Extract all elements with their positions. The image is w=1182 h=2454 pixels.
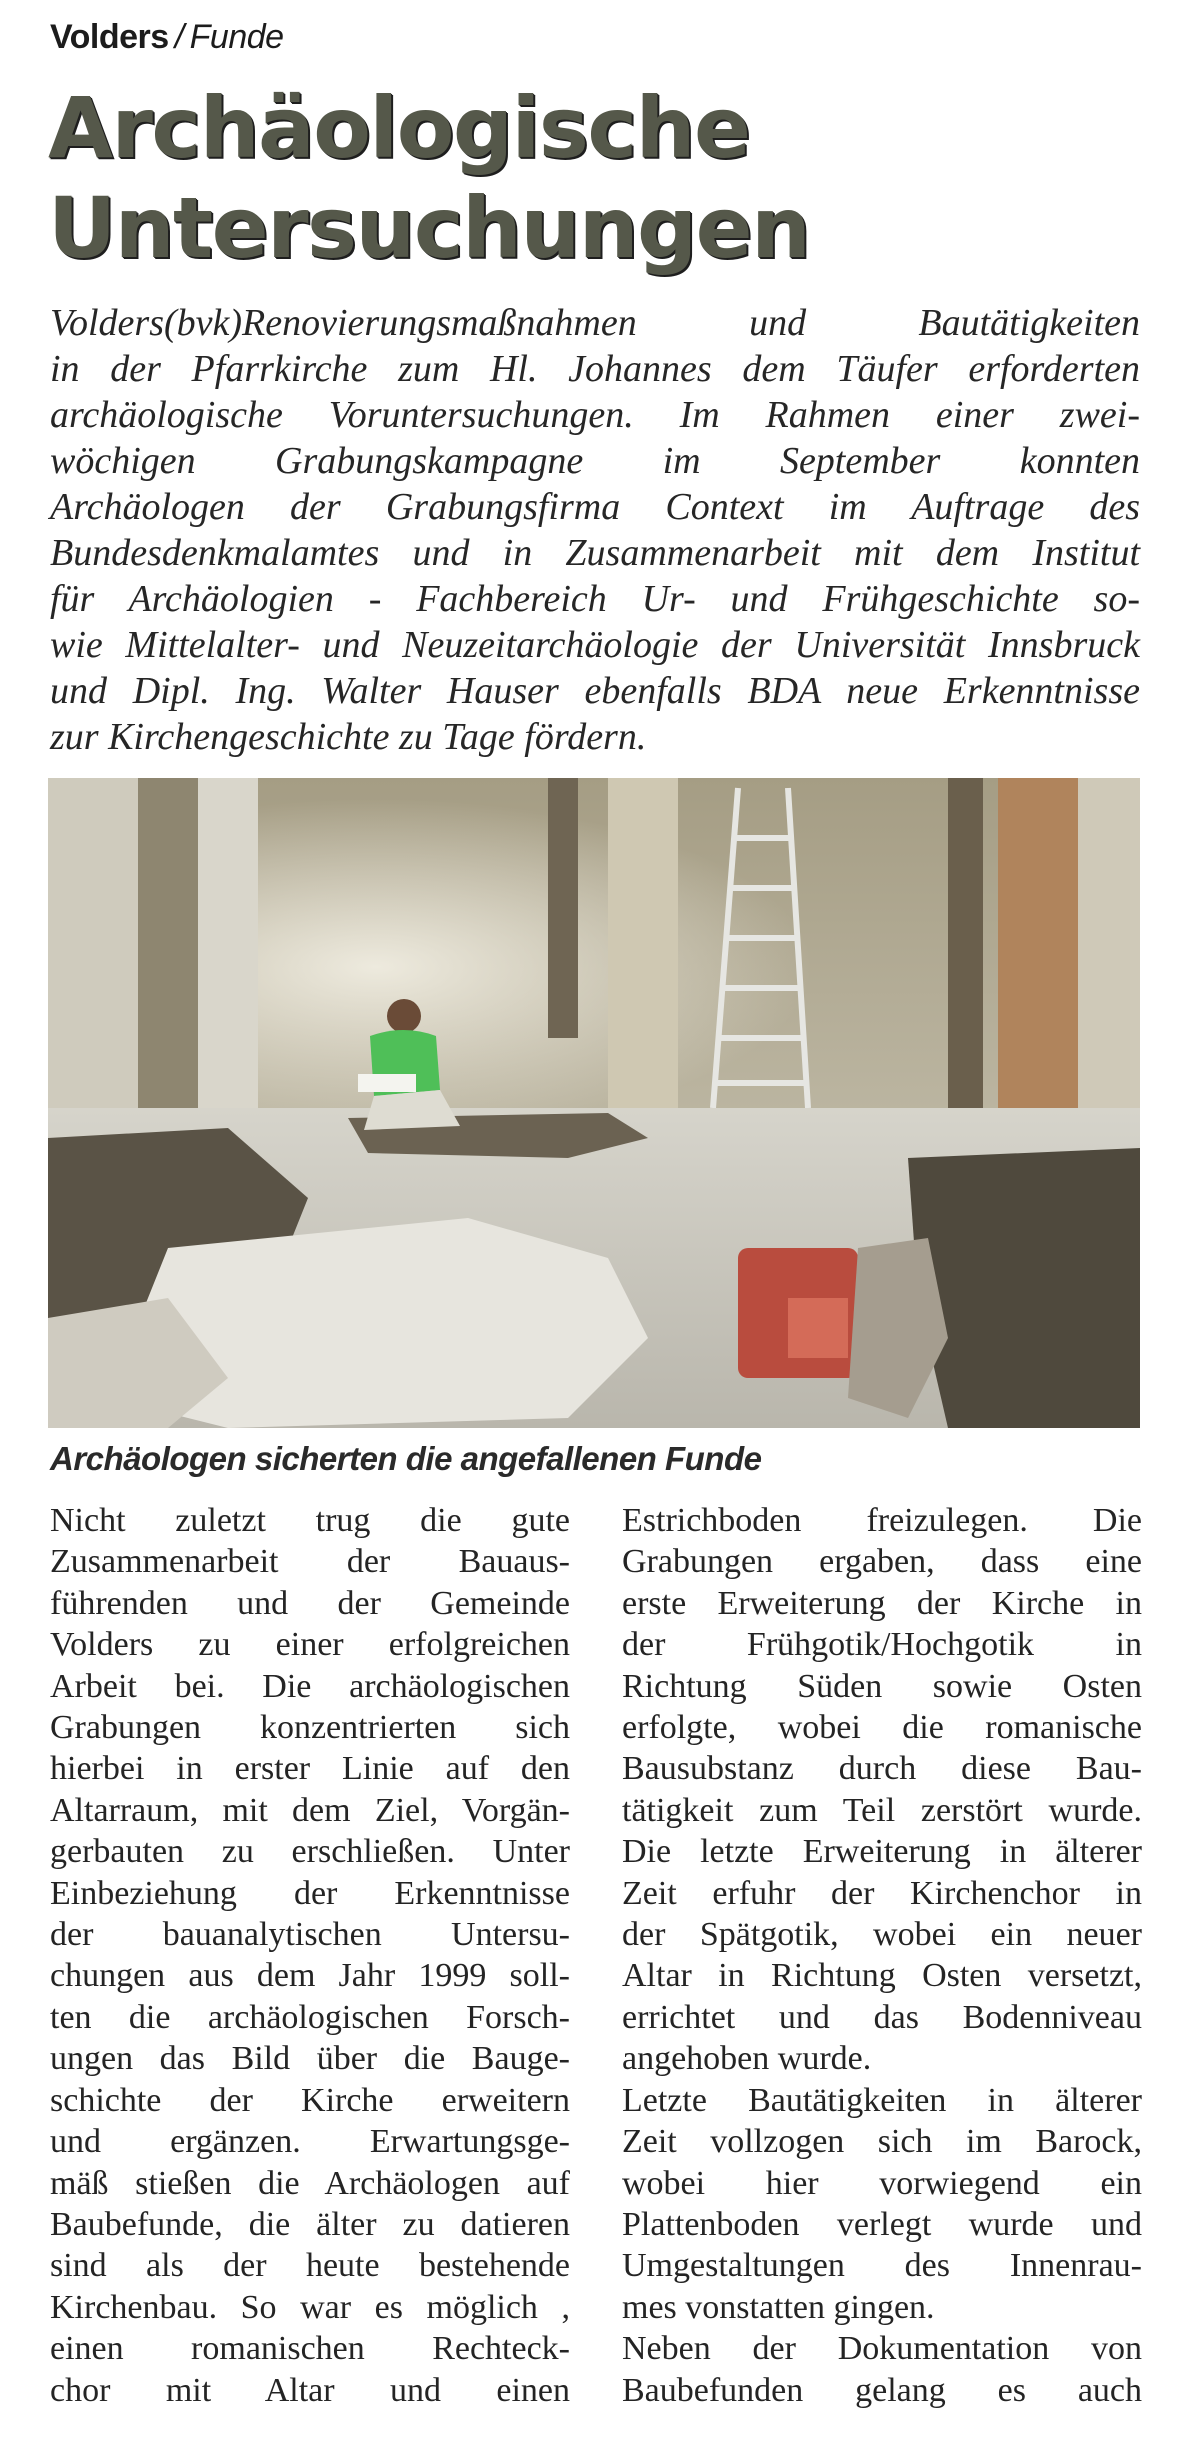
- body-line: tätigkeit zum Teil zerstört wurde.: [622, 1791, 1142, 1829]
- lead-line: archäologische Voruntersuchungen. Im Rahmen einer zwei-: [50, 394, 1140, 436]
- excavation-trench: [908, 1148, 1140, 1428]
- body-line: Neben der Dokumentation von: [622, 2330, 1142, 2368]
- body-line: Grabungen konzentrierten sich: [50, 1709, 570, 1747]
- body-line: hierbei in erster Linie auf den: [50, 1750, 570, 1788]
- photo-caption: Archäologen sicherten die angefallenen Funde: [50, 1440, 762, 1477]
- body-line: mäß stießen die Archäologen auf: [50, 2164, 570, 2202]
- body-line: Baubefunde, die älter zu datieren: [50, 2205, 570, 2243]
- body-line: Zeit vollzogen sich im Barock,: [622, 2123, 1142, 2161]
- body-line: Richtung Süden sowie Osten: [622, 1667, 1142, 1705]
- body-line: Zusammenarbeit der Bauaus-: [50, 1543, 570, 1581]
- body-line: und ergänzen. Erwartungsge-: [50, 2123, 570, 2161]
- brick-masonry: [788, 1298, 848, 1358]
- body-line: Altar in Richtung Osten versetzt,: [622, 1957, 1142, 1995]
- pillar: [198, 778, 258, 1138]
- pillar: [548, 778, 578, 1038]
- body-line: der bauanalytischen Untersu-: [50, 1916, 570, 1954]
- body-line: Zeit erfuhr der Kirchenchor in: [622, 1874, 1142, 1912]
- body-line: Einbeziehung der Erkenntnisse: [50, 1874, 570, 1912]
- body-line: erfolgte, wobei die romanische: [622, 1709, 1142, 1747]
- body-line: wobei hier vorwiegend ein: [622, 2164, 1142, 2202]
- body-line: Plattenboden verlegt wurde und: [622, 2205, 1142, 2243]
- body-line: ten die archäologischen Forsch-: [50, 1998, 570, 2036]
- body-line: errichtet und das Bodenniveau: [622, 1998, 1142, 2036]
- lead-line: Bundesdenkmalamtes und in Zusammenarbeit mit dem Institut: [50, 532, 1140, 574]
- body-line: chungen aus dem Jahr 1999 soll-: [50, 1957, 570, 1995]
- body-line: sind als der heute bestehende: [50, 2247, 570, 2285]
- lead-line: in der Pfarrkirche zum Hl. Johannes dem Täufer erforderten: [50, 348, 1140, 390]
- body-line: Umgestaltungen des Innenrau-: [622, 2247, 1142, 2285]
- body-line: gerbauten zu erschließen. Unter: [50, 1833, 570, 1871]
- lead-paragraph: [50, 300, 1140, 760]
- pillar: [1078, 778, 1140, 1138]
- body-column-right: [622, 1500, 1142, 2411]
- body-line: schichte der Kirche erweitern: [50, 2081, 570, 2119]
- excavation-illustration: [48, 778, 1140, 1428]
- kicker-section: Funde: [189, 18, 284, 56]
- lead-line: zur Kirchengeschichte zu Tage fördern.: [50, 716, 647, 758]
- body-line: Kirchenbau. So war es möglich ,: [50, 2288, 570, 2326]
- body-line: führenden und der Gemeinde: [50, 1584, 570, 1622]
- body-line: einen romanischen Rechteck-: [50, 2330, 570, 2368]
- lead-line: und Dipl. Ing. Walter Hauser ebenfalls BDA neue Erkenntnisse: [50, 670, 1140, 712]
- lead-line: für Archäologien - Fachbereich Ur- und Frühgeschichte so-: [50, 578, 1140, 620]
- lead-line: wie Mittelalter- und Neuzeitarchäologie der Universität Innsbruck: [50, 624, 1140, 666]
- body-line: Bausubstanz durch diese Bau-: [622, 1750, 1142, 1788]
- pillar: [138, 778, 208, 1148]
- body-line: Estrichboden freizulegen. Die: [622, 1502, 1142, 1539]
- section-kicker: [50, 18, 284, 57]
- body-column-left: [50, 1500, 570, 2411]
- body-line: Die letzte Erweiterung in älterer: [622, 1833, 1142, 1871]
- body-line: ungen das Bild über die Bauge-: [50, 2040, 570, 2078]
- kicker-separator: /: [174, 18, 184, 56]
- pillar: [608, 778, 678, 1108]
- body-line: Nicht zuletzt trug die gute: [50, 1502, 570, 1539]
- body-line: erste Erweiterung der Kirche in: [622, 1584, 1142, 1622]
- body-line: der Spätgotik, wobei ein neuer: [622, 1916, 1142, 1954]
- headline-line: Archäologische: [48, 79, 750, 177]
- lead-line: wöchigen Grabungskampagne im September konnten: [50, 440, 1140, 482]
- body-line: Baubefunden gelang es auch: [622, 2371, 1142, 2409]
- body-line: chor mit Altar und einen: [50, 2371, 570, 2409]
- pillar: [948, 778, 983, 1118]
- lead-line: Volders(bvk)Renovierungsmaßnahmen und Bautätigkeiten: [50, 302, 1140, 344]
- body-line: der Frühgotik/Hochgotik in: [622, 1626, 1142, 1664]
- kicker-place: Volders: [50, 18, 169, 56]
- body-line: mes vonstatten gingen.: [622, 2288, 935, 2326]
- body-line: Arbeit bei. Die archäologischen: [50, 1667, 570, 1705]
- pillar: [998, 778, 1078, 1128]
- excavation-photo: [48, 778, 1140, 1428]
- body-line: angehoben wurde.: [622, 2040, 872, 2078]
- body-line: Volders zu einer erfolgreichen: [50, 1626, 570, 1664]
- lead-line: Archäologen der Grabungsfirma Context im Auftrage des: [50, 486, 1140, 528]
- article-headline: [48, 78, 809, 278]
- body-line: Grabungen ergaben, dass eine: [622, 1543, 1142, 1581]
- body-line: Altarraum, mit dem Ziel, Vorgän-: [50, 1791, 570, 1829]
- body-line: Letzte Bautätigkeiten in älterer: [622, 2081, 1142, 2119]
- headline-line: Untersuchungen: [48, 179, 810, 277]
